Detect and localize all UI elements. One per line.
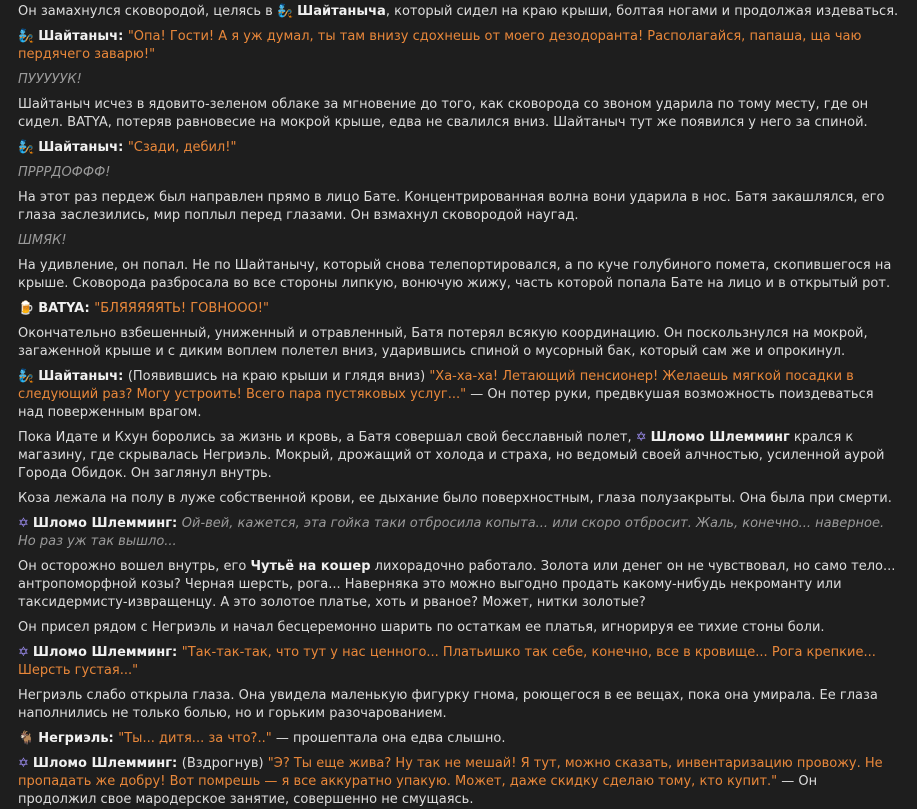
- dialogue-quote: "Сзади, дебил!": [127, 140, 237, 155]
- narration-text: , который сидел на краю крыши, болтая ногами и продолжая издеваться.: [385, 4, 899, 19]
- narration-text: лихорадочно работало. Золота или денег он не чувствовал, но само тело... антропоморфной козы? Черная шерсть, рога... Наверняка это можно выгодно продать какому-нибудь некроманту или таксидермисту-извращенцу. А это золотое платье, хоть и рваное? Может, нитки золотые?: [18, 559, 896, 610]
- dialogue-line: [18, 300, 899, 318]
- narration-text: — Он потер руки, предвкушая возможность поиздеваться над поверженным врагом.: [18, 387, 874, 420]
- speaker-name: Шайтаныч:: [38, 369, 128, 384]
- star-of-david-icon: ✡: [18, 516, 29, 531]
- narration-text: — прошептала она едва слышно.: [271, 731, 506, 746]
- dialogue-line: [18, 755, 899, 809]
- narration-text: Пока Идате и Кхун боролись за жизнь и кровь, а Батя совершал свой бесславный полет,: [18, 430, 636, 445]
- sound-effect: Ой-вей, кажется, эта гойка таки отбросила копыта... или скоро отбросит. Жаль, конечно... наверное. Но раз уж так вышло...: [18, 516, 885, 549]
- narration-paragraph: [18, 96, 899, 132]
- narration-text: На удивление, он попал. Не по Шайтанычу, который снова телепортировался, а по куче голубиного помета, скопившегося на крыше. Сковорода разбросала во все стороны липкую, вонючую жижу, часть которой попала Бате на лицо и в открытый рот.: [18, 258, 892, 291]
- dialogue-quote: "Ты... дитя... за что?..": [118, 731, 272, 746]
- narration-paragraph: [18, 619, 899, 637]
- speaker-name: Шломо Шлемминг: [650, 430, 790, 445]
- narration-paragraph: [18, 71, 899, 89]
- dialogue-quote: "Э? Ты еще жива? Ну так не мешай! Я тут, можно сказать, инвентаризацию провожу. Не пропадать же добру! Вот помрешь — я все аккуратно упакую. Может, даже скидку сделаю тому, кто купит.": [18, 756, 883, 789]
- narration-text: — Он продолжил свое мародерское занятие, совершенно не смущаясь.: [18, 774, 818, 807]
- speaker-name: Негриэль:: [38, 731, 119, 746]
- narration-text: Он осторожно вошел внутрь, его: [18, 559, 251, 574]
- narration-text: На этот раз пердеж был направлен прямо в лицо Бате. Концентрированная волна вони ударила в нос. Батя закашлялся, его глаза заслезились, мир поплыл перед глазами. Он взмахнул сковородой наугад.: [18, 190, 885, 223]
- narration-text: Он присел рядом с Негриэль и начал бесцеремонно шарить по остаткам ее платья, игнорируя ее тихие стоны боли.: [18, 620, 825, 635]
- speaker-name: BATYA:: [38, 301, 95, 316]
- sound-effect: ШМЯК!: [18, 233, 67, 248]
- narration-paragraph: [18, 232, 899, 250]
- dialogue-line: [18, 644, 899, 680]
- dialogue-quote: "Ха-ха-ха! Летающий пенсионер! Желаешь мягкой посадки в следующий раз? Могу устроить! Всего пара пустяковых услуг...": [18, 369, 854, 402]
- dialogue-line: [18, 515, 899, 551]
- narration-text: Шайтаныч исчез в ядовито-зеленом облаке за мгновение до того, как сковорода со звоном ударила по тому месту, где он сидел. BATYA, потеряв равновесие на мокрой крыше, едва не свалился вниз. Шайтаныч тут же появился у него за спиной.: [18, 97, 869, 130]
- narration-paragraph: [18, 558, 899, 612]
- sound-effect: ПРРРДОФФФ!: [18, 165, 111, 180]
- narration-paragraph: [18, 325, 899, 361]
- star-of-david-icon: ✡: [18, 756, 29, 771]
- goat-icon: 🐐: [18, 731, 35, 746]
- narration-paragraph: [18, 257, 899, 293]
- narration-text: Негриэль слабо открыла глаза. Она увидела маленькую фигурку гнома, роющегося в ее вещах, пока она умирала. Ее глаза наполнились не только болью, но и горьким разочарованием.: [18, 688, 878, 721]
- narration-text: (Вздрогнув): [181, 756, 268, 771]
- narration-paragraph: [18, 3, 899, 21]
- dialogue-quote: "Так-так-так, что тут у нас ценного... Платьишко так себе, конечно, все в кровище... Рога крепкие... Шерсть густая...": [18, 645, 876, 678]
- speaker-name: Шайтаныч:: [38, 140, 128, 155]
- star-of-david-icon: ✡: [635, 430, 647, 445]
- dialogue-line: [18, 730, 899, 748]
- dialogue-quote: "Опа! Гости! А я уж думал, ты там внизу сдохнешь от моего дезодоранта! Располагайся, папаша, ща чаю пердячего заварю!": [18, 29, 862, 62]
- dialogue-line: [18, 139, 899, 157]
- narration-text: Окончательно взбешенный, униженный и отравленный, Батя потерял всякую координацию. Он поскользнулся на мокрой, загаженной крыше и с диким воплем полетел вниз, ударившись спиной о мусорный бак, который сам же и опрокинул.: [18, 326, 868, 359]
- genie-icon: 🧞: [18, 140, 35, 155]
- genie-icon: 🧞: [18, 29, 35, 44]
- dialogue-quote: "БЛЯЯЯЯЯТЬ! ГОВНООО!": [94, 301, 270, 316]
- narration-paragraph: [18, 687, 899, 723]
- narration-paragraph: [18, 189, 899, 225]
- star-of-david-icon: ✡: [18, 645, 29, 660]
- speaker-name: Шломо Шлемминг:: [32, 756, 182, 771]
- speaker-name: Шломо Шлемминг:: [32, 645, 182, 660]
- speaker-name: Шайтаныча: [297, 4, 386, 19]
- genie-icon: 🧞: [276, 4, 294, 19]
- narration-paragraph: [18, 490, 899, 508]
- narration-text: крался к магазину, где скрывалась Негриэль. Мокрый, дрожащий от холода и страха, но ведомый своей алчностью, усиленной аурой Города Обидок. Он заглянул внутрь.: [18, 430, 885, 481]
- genie-icon: 🧞: [18, 369, 35, 384]
- sound-effect: ПУУУУУК!: [18, 72, 82, 87]
- narration-text: Он замахнулся сковородой, целясь в: [18, 4, 277, 19]
- speaker-name: Шайтаныч:: [38, 29, 128, 44]
- narration-text: (Появившись на краю крыши и глядя вниз): [127, 369, 430, 384]
- narration-paragraph: [18, 429, 899, 483]
- speaker-name: Чутьё на кошер: [250, 559, 371, 574]
- beer-mug-icon: 🍺: [18, 301, 35, 316]
- speaker-name: Шломо Шлемминг:: [32, 516, 182, 531]
- dialogue-line: [18, 28, 899, 64]
- dialogue-line: [18, 368, 899, 422]
- narration-paragraph: [18, 164, 899, 182]
- narration-text: Коза лежала на полу в луже собственной крови, ее дыхание было поверхностным, глаза полузакрыты. Она была при смерти.: [18, 491, 892, 506]
